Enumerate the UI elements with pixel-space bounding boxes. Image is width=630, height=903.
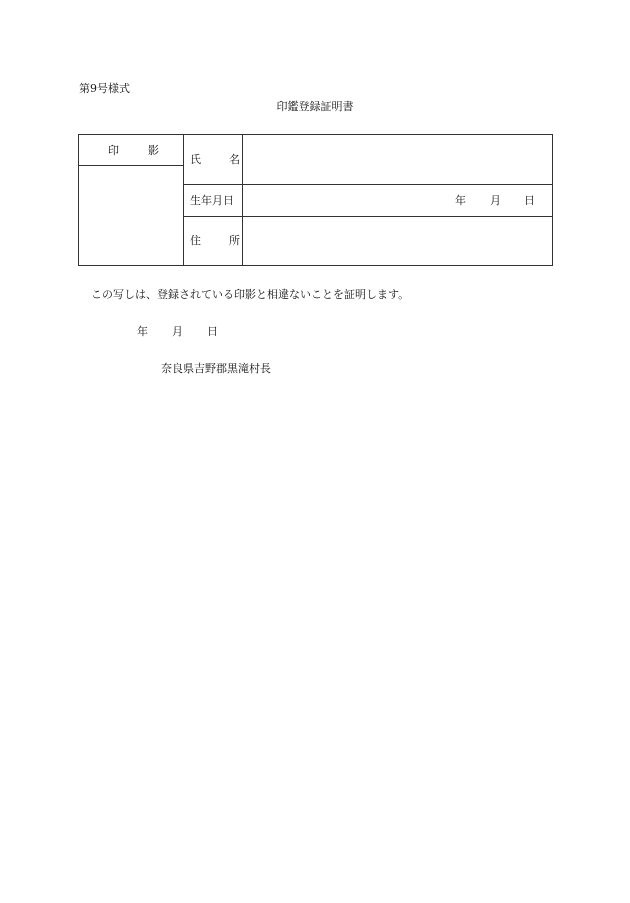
birthdate-label: 生年月日 [190, 194, 234, 207]
seal-impression-area [79, 166, 183, 265]
address-label-char-1: 住 [190, 234, 201, 247]
name-label-char-1: 氏 [190, 153, 201, 166]
address-label-char-2: 所 [229, 234, 240, 247]
form-number: 第9号様式 [79, 82, 130, 95]
table-border-top [78, 134, 553, 135]
seal-label-char-2: 影 [148, 144, 159, 157]
row-divider-1 [183, 184, 553, 185]
issue-day-unit: 日 [207, 325, 218, 338]
address-label [190, 234, 240, 247]
issue-month-unit: 月 [172, 325, 183, 338]
birthdate-year-unit: 年 [455, 194, 466, 207]
issuer-name: 奈良県吉野郡黒滝村長 [161, 362, 271, 375]
name-label [190, 153, 240, 166]
table-divider-seal [183, 134, 184, 266]
birthdate-month-unit: 月 [490, 194, 501, 207]
document-title: 印鑑登録証明書 [276, 100, 354, 113]
seal-label [108, 144, 159, 157]
issue-year-unit: 年 [137, 325, 148, 338]
table-border-right [552, 134, 553, 266]
row-divider-2 [183, 216, 553, 217]
table-border-bottom [78, 265, 553, 266]
certification-statement: この写しは、登録されている印影と相違ないことを証明します。 [91, 288, 410, 301]
seal-label-char-1: 印 [108, 144, 119, 157]
birthdate-day-unit: 日 [524, 194, 535, 207]
table-divider-label [242, 134, 243, 266]
name-label-char-2: 名 [229, 153, 240, 166]
